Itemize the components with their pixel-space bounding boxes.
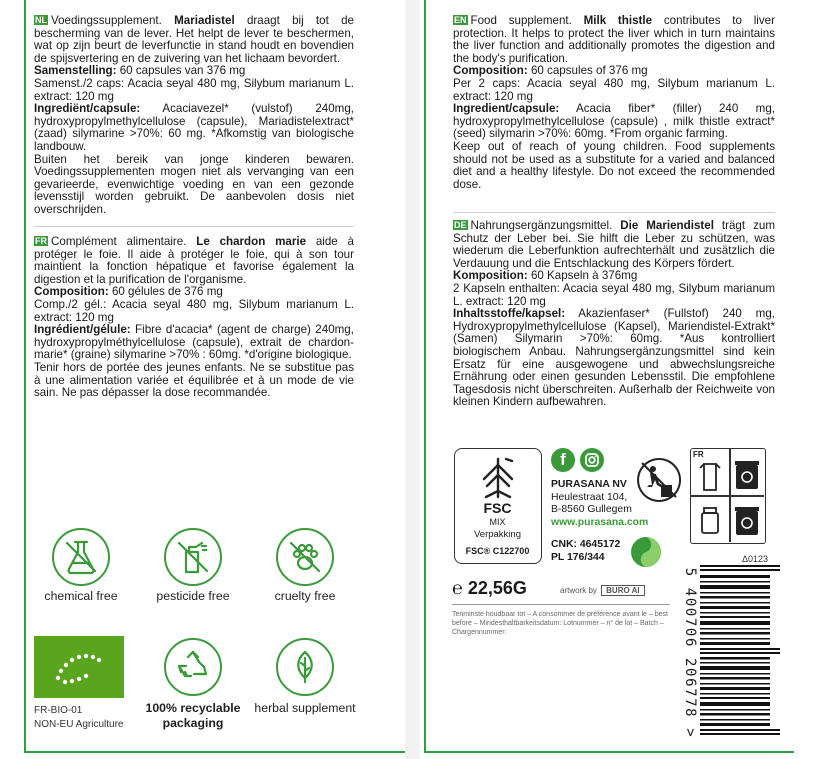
left-label-panel	[0, 0, 405, 759]
registration-block: CNK: 4645172 PL 176/344	[551, 539, 621, 563]
de-section: DE Nahrungsergänzungsmittel. Die Mariendistel trägt zum Schutz der Leber bei. Sie hilft die Leber zu schützen, was wiederum die Leberfunktion aufrechterhält und zusätzlich die Verdauung und die Entschlackung des Körpers fördert. Komposition: 60 Kapseln à 376mg 2 Kapseln enthalten: Acacia seyal 480 mg, Silybum marianum L. extract: 120 mg Inhaltsstoffe/kapsel: Akazienfaser* (Fullstof) 240 mg, Hydroxypropylmethylcellulose (Kapsel), Mariendistel-Extrakt* (Samen) Silymarin >70%: 60mg. *Aus kontrolliert biologischem Anbau. Nahrungsergänzungsmittel sind kein Ersatz für eine ausgewogene und abwechslungsreiche Ernährung oder einen gesunden Lebensstil. Die empfohlene Tagesdosis nicht überschreiten. Außerhalb der Reichweite von kleinen Kindern aufbewahren.	[453, 219, 775, 409]
fr-flag: FR	[35, 236, 47, 246]
batch-code: Δ0123	[742, 554, 769, 564]
net-weight: ℮ 22,56G	[452, 578, 527, 598]
leaf-icon	[276, 638, 334, 696]
fsc-logo: FSC MIX Verpakking FSC® C122700	[454, 448, 542, 564]
eu-organic-logo	[34, 636, 124, 698]
fr-section: FR Complément alimentaire. Le chardon marie aide à protéger le foie. Il aide à protéger le foie, qui à son tour maintient la fonction hépatique et favorise également la digestion et la purification de l'organisme. Composition: 60 gélules de 376 mg Comp./2 gél.: Acacia seyal 480 mg, Silybum marianum L. extract: 120 mg Ingrédient/gélule: Fibre d'acacia* (agent de charge) 240mg, hydroxypropylméthylcellulose (capsule), extrait de chardon-marie* (graine) silymarine >70% : 60mg. *d'origine biologique. Tenir hors de portée des jeunes enfants. Ne se substitue pas à une alimentation variée et équilibrée et à un mode de vie sain. Ne pas dépasser la dose recommandée.	[34, 235, 354, 400]
badge-label: chemical free	[44, 589, 118, 603]
flask-cross-icon	[52, 528, 110, 586]
instagram-icon[interactable]	[580, 448, 604, 472]
barcode-number: 5 400706 206778 >	[682, 567, 698, 739]
carton-icon	[696, 460, 724, 492]
badge-label: pesticide free	[156, 589, 230, 603]
section-divider	[34, 226, 354, 227]
triman-box: FR	[690, 448, 766, 544]
green-dot-icon	[629, 535, 663, 569]
badge-label: herbal supplement	[254, 701, 356, 715]
recycle-icon	[164, 638, 222, 696]
fsc-tree-icon	[456, 453, 540, 503]
paw-cross-icon	[276, 528, 334, 586]
bin-icon	[733, 457, 761, 491]
estimated-sign-icon: ℮	[452, 578, 463, 598]
right-bottom-line	[424, 751, 794, 753]
section-divider	[453, 212, 775, 213]
facebook-icon[interactable]: f	[551, 448, 575, 472]
organic-origin: NON-EU Agriculture	[34, 719, 124, 730]
lot-divider	[452, 604, 670, 605]
nl-flag: NL	[35, 15, 47, 25]
sprayer-cross-icon	[164, 528, 222, 586]
left-bottom-line	[24, 751, 405, 753]
en-flag: EN	[454, 15, 467, 25]
nl-section: NL Voedingssupplement. Mariadistel draagt bij tot de bescherming van de lever. Het helpt de lever te beschermen, wat op zijn beurt de leverfunctie in stand houdt en bovendien de spijsvertering en de zuivering van het lichaam bevordert. Samenstelling: 60 capsules van 376 mg Samenst./2 caps: Acacia seyal 480 mg, Silybum marianum L. extract: 120 mg Ingrediënt/capsule: Acaciavezel* (vulstof) 240mg, hydroxypropylmethylcellulose (capsule), Mariadistelextract* (zaad) silymarine >70%: 60 mg. *Afkomstig van biologische landbouw. Buiten het bereik van jonge kinderen bewaren. Voedingssupplementen mogen niet als vervanging van een gevarieerde, evenwichtige voeding en van een gezonde levensstijl worden gebruikt. De aanbevolen dosis niet overschrijden.	[34, 14, 354, 216]
organic-code: FR-BIO-01	[34, 705, 83, 716]
bin-icon	[733, 503, 761, 537]
left-border-line	[24, 0, 26, 752]
right-label-panel	[420, 0, 833, 759]
en-section: EN Food supplement. Milk thistle contributes to liver protection. It helps to protect the liver which in turn maintains the liver function and additionally promotes the digestion and the body's purification. Composition: 60 capsules of 376 mg Per 2 caps: Acacia seyal 480 mg, Silybum marianum L. extract: 120 mg Ingredient/capsule: Acacia fiber* (filler) 240 mg, hydroxypropylmethylcellulose (capsule) , milk thistle extract* (seed) silymarin >70%: 60mg. *From organic farming. Keep out of reach of young children. Food supplements should not be used as a substitute for a varied and balanced diet and a healthy lifestyle. Do not exceed the recommended dose.	[453, 14, 775, 191]
artwork-credit: artwork by BURO AI	[560, 586, 645, 595]
badge-label: 100% recyclable packaging	[145, 701, 241, 730]
lot-text: Tenminste houdbaar tot – A consommer de préférence avant le – best before – Mindesthaltbarkeitsdatum: Lotnummer – n° de lot – Batch – Chargennummer:	[452, 611, 668, 636]
badge-label: cruelty free	[274, 589, 336, 603]
panel-gutter	[405, 0, 420, 759]
company-website[interactable]: www.purasana.com	[551, 516, 649, 528]
tidyman-icon	[634, 455, 684, 505]
right-border-line	[424, 0, 426, 752]
company-block: PURASANA NV Heulestraat 104, B-8560 Gullegem www.purasana.com	[551, 479, 649, 528]
de-flag: DE	[454, 220, 467, 230]
barcode	[670, 563, 780, 743]
jar-icon	[699, 505, 721, 535]
